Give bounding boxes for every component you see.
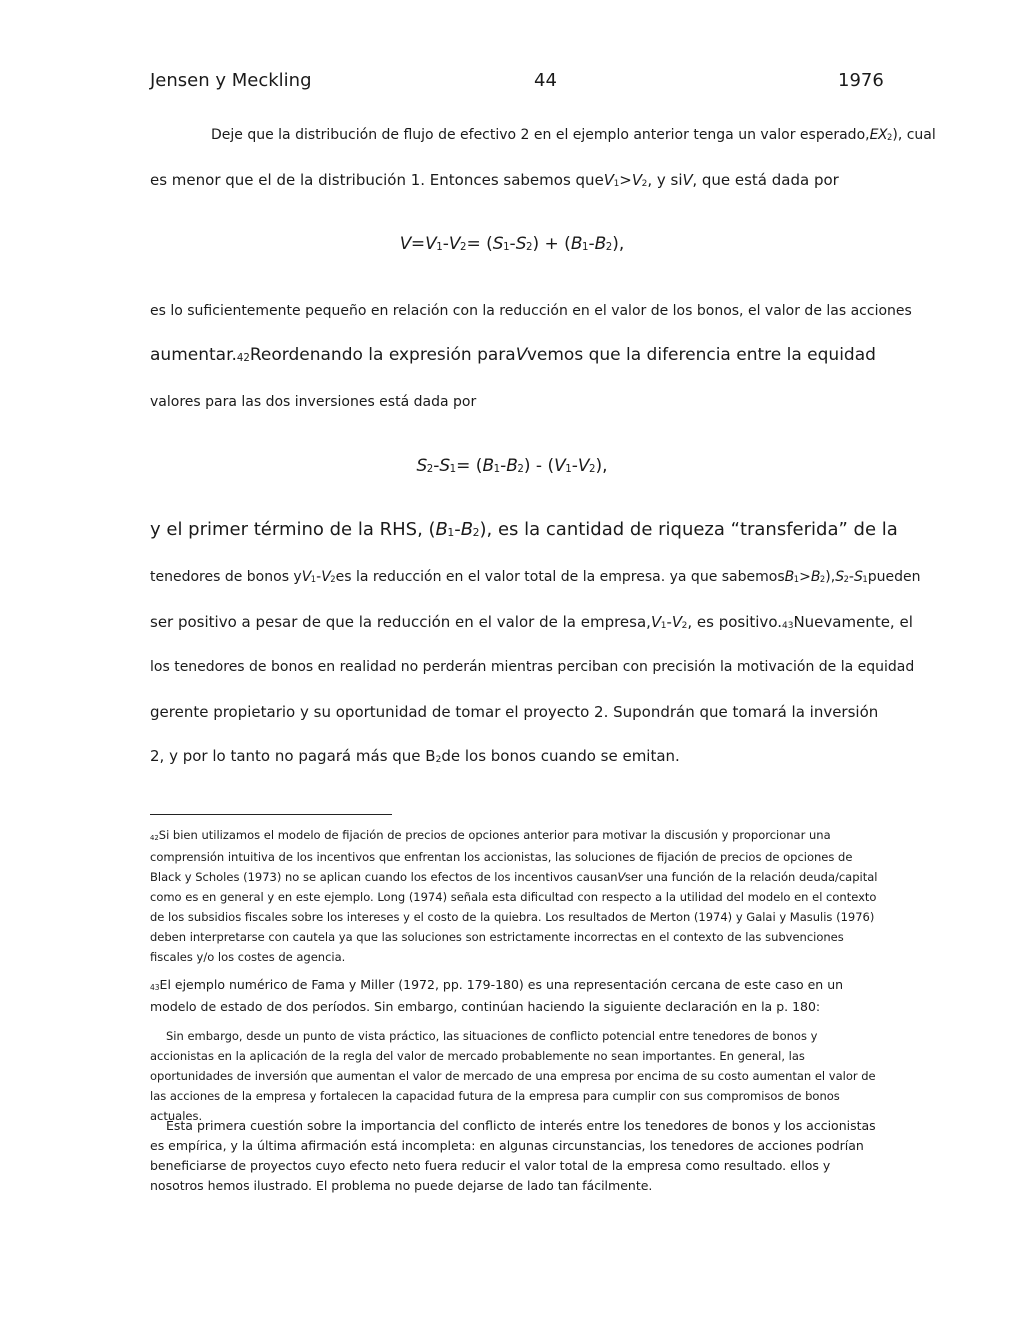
footnote-43: $_{43}$El ejemplo numérico de Fama y Miller (1972, pp. 179-180) es una representación cercana de este caso en un modelo de estado de dos períodos. Sin embargo, continúan haciendo la siguiente declaración en la p. 180: [150,977,844,1014]
paragraph-line-3: es lo suficientemente pequeño en relación con la reducción en el valor de los bonos, el valor de las acciones [150,303,912,319]
paragraph-line-4: $aumentar._{42}Reordenando$ la expresión paraVvemos que la diferencia entre la equidad [150,345,876,365]
footnote-ref-43: 43 [782,621,794,632]
footnote-separator [150,814,392,815]
paragraph-line-1: Deje que la distribución de flujo de efectivo 2 en el ejemplo anterior tenga un valor $esperado,EX_2$), cual [211,127,936,143]
running-header-year: 1976 [838,70,884,91]
paragraph-line-11: 2, y por lo tanto no pagará más que $B_2de$ los bonos cuando se emitan. [150,747,680,766]
footnote-quote: Sin embargo, desde un punto de vista práctico, las situaciones de conflicto potencial entre tenedores de bonos y accionistas en la aplicación de la regla del valor de mercado probablemente no sean importantes. En general, las oportunidades de inversión que aumentan el valor de mercado de una empresa por encima de su costo aumentan el valor de las acciones de la empresa y fortalecen la capacidad futura de la empresa para cumplir con sus compromisos de bonos actuales. [150,1029,876,1123]
paragraph-line-7: tenedores de bonos $yV_1-V_2es$ la reducción en el valor total de la empresa. ya que $sabemosB_1>B_2),S_2-S_1pueden$ [150,569,921,585]
paragraph-line-5: valores para las dos inversiones está dada por [150,394,477,410]
equation-value-change: $V=V_1-V_2= (S_1-S_2) + (B_1-B_2)$, [399,234,625,254]
paragraph-line-6: y el primer término de la RHS, $(B_1-B_2)$, es la cantidad de riqueza “transferida” de la [150,519,898,540]
footnote-ref-42: 42 [236,353,250,365]
equation-equity-difference: $S_2-S_1= (B_1-B_2) - (V_1-V_2)$, [416,456,608,476]
paragraph-line-2: es menor que el de la distribución 1. Entonces sabemos $queV_1>V_2$, y siV, que está dada por [150,171,839,190]
running-header-author: Jensen y Meckling [150,70,312,91]
footnote-closing: Esta primera cuestión sobre la importancia del conflicto de interés entre los tenedores de bonos y los accionistas es empírica, y la última afirmación está incompleta: en algunas circunstancias, los tenedores de acciones podrían beneficiarse de proyectos cuyo efecto neto fuera reducir el valor total de la empresa como resultado. ellos y nosotros hemos ilustrado. El problema no puede dejarse de lado tan fácilmente. [150,1118,876,1193]
paragraph-line-9: los tenedores de bonos en realidad no perderán mientras perciban con precisión la motivación de la equidad [150,659,915,675]
paragraph-line-8: ser positivo a pesar de que la reducción en el valor de la $empresa,V_1-V_2$, es $positivo._{43}Nuevamente$, el [150,613,913,632]
footnote-42: $_{42}$Si bien utilizamos el modelo de fijación de precios de opciones anterior para motivar la discusión y proporcionar una comprensión intuitiva de los incentivos que enfrentan los accionistas, las soluciones de fijación de precios de opciones de Black y Scholes (1973) no se aplican cuando los efectos de los incentivos causanVser una función de la relación deuda/capital como es en general y en este ejemplo. Long (1974) señala esta dificultad con respecto a la utilidad del modelo en el contexto de los subsidios fiscales sobre los intereses y el costo de la quiebra. Los resultados de Merton (1974) y Galai y Masulis (1976) deben interpretarse con cautela ya que las soluciones son estrictamente incorrectas en el contexto de las subvenciones fiscales y/o los costes de agencia. [150,828,878,964]
paragraph-line-10: gerente propietario y su oportunidad de tomar el proyecto 2. Supondrán que tomará la inversión [150,703,879,721]
page-number: 44 [534,70,557,91]
